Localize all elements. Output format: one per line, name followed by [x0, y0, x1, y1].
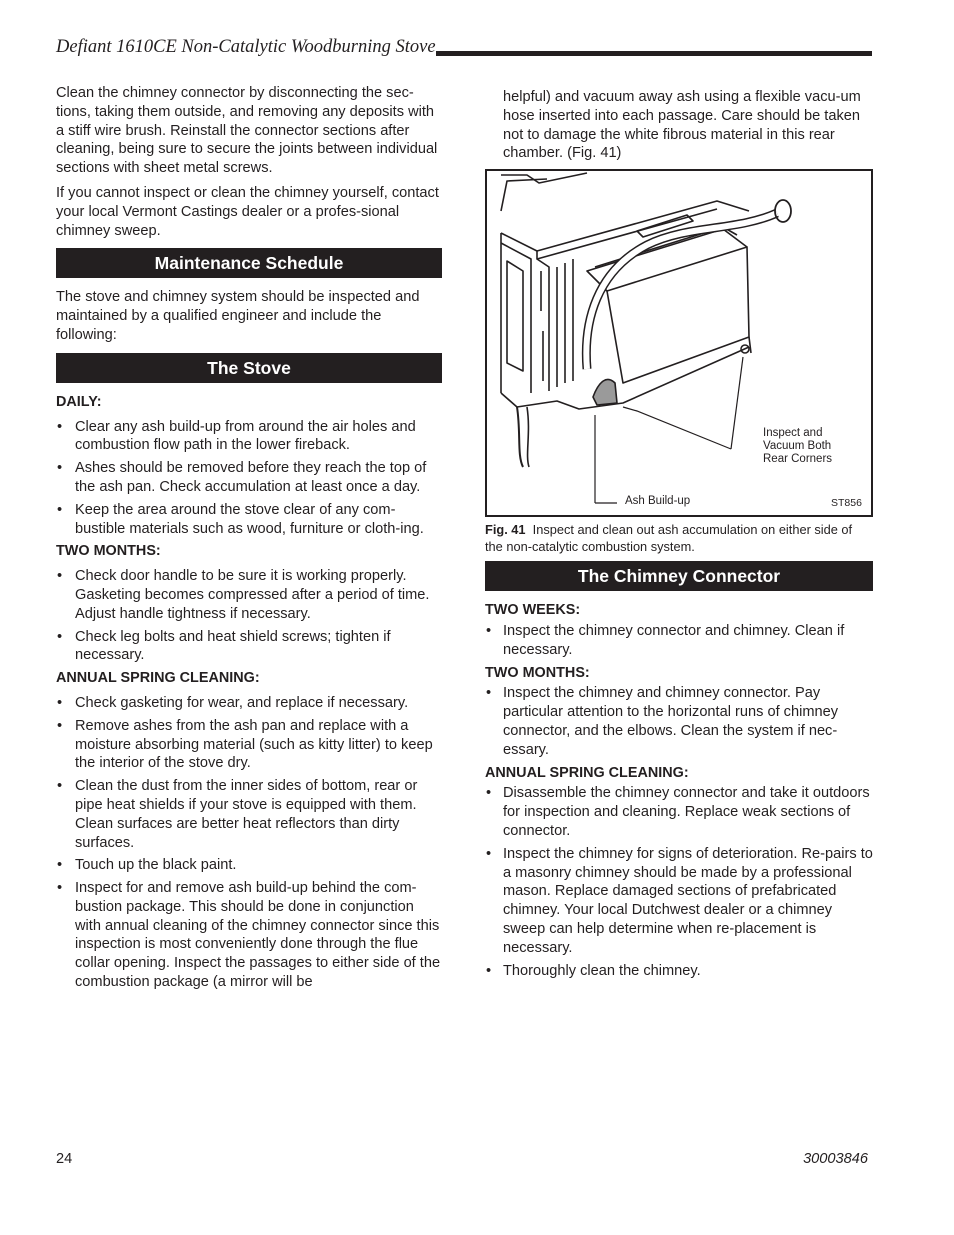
- list-item-text: Remove ashes from the ash pan and replace with a moisture absorbing material (such as kitty litter) to keep the interior of the stove dry.: [75, 717, 433, 772]
- intro-paragraph-2: If you cannot inspect or clean the chimney yourself, contact your local Vermont Castings dealer or a profes-sional chimney sweep.: [56, 184, 439, 239]
- list-item: [56, 567, 442, 623]
- annual-cleaning-label: ANNUAL SPRING CLEANING:: [56, 670, 260, 687]
- figure-number: Fig. 41: [485, 522, 526, 538]
- bullet: •: [57, 568, 63, 585]
- header-title: Defiant 1610CE Non-Catalytic Woodburning Stove: [56, 37, 436, 57]
- header-rule: [436, 51, 872, 56]
- bullet: •: [57, 694, 63, 711]
- right-column: [485, 88, 873, 984]
- maintenance-text: The stove and chimney system should be inspected and maintained by a qualified engineer and include the following:: [56, 289, 420, 343]
- list-item-text: Thoroughly clean the chimney.: [503, 962, 701, 979]
- document-number: 30003846: [803, 1151, 868, 1167]
- list-item: [56, 694, 442, 713]
- two-months-label: TWO MONTHS:: [56, 543, 161, 560]
- annual-cleaning-label: ANNUAL SPRING CLEANING:: [485, 764, 689, 781]
- the-stove-heading: The Stove: [56, 353, 442, 383]
- list-item-text: Check gasketing for wear, and replace if necessary.: [75, 694, 409, 711]
- bullet: •: [486, 685, 492, 702]
- caption-text: Inspect and clean out ash accumulation on either side of the non-catalytic combustion system.: [485, 522, 853, 555]
- daily-list: [56, 418, 442, 539]
- list-item: [485, 622, 873, 660]
- bullet: •: [57, 460, 63, 477]
- bullet: •: [57, 778, 63, 795]
- list-item-text: Check leg bolts and heat shield screws; tighten if necessary.: [75, 628, 391, 664]
- list-item: [56, 879, 442, 992]
- list-item: [56, 501, 442, 539]
- two-weeks-list: [485, 622, 873, 660]
- two-months-list: [56, 567, 442, 665]
- figure-caption: [485, 521, 873, 555]
- list-item-text: Ashes should be removed before they reach the top of the ash pan. Check accumulation at least once a day.: [75, 460, 427, 495]
- page-number: 24: [56, 1151, 73, 1167]
- bullet: •: [486, 785, 492, 802]
- bullet: •: [57, 880, 63, 897]
- bullet: •: [486, 962, 492, 979]
- list-item-text: Touch up the black paint.: [75, 857, 237, 874]
- bullet: •: [57, 628, 63, 645]
- list-item: [56, 777, 442, 852]
- left-column: [56, 84, 442, 996]
- ash-buildup-label: Ash Build-up: [625, 495, 691, 508]
- list-item-text: Inspect the chimney connector and chimney. Clean if necessary.: [503, 622, 845, 658]
- list-item: [485, 962, 873, 981]
- list-item: [485, 845, 873, 958]
- list-item: [485, 684, 873, 759]
- list-item-text: Inspect the chimney for signs of deterioration. Re-pairs to a masonry chimney should be made by a professional mason. Replace damaged sections of prefabricated chimney. Your local Dutchwest dealer or a chimney sweep can help determine when re-placement is necessary.: [503, 845, 873, 956]
- bullet: •: [57, 501, 63, 518]
- list-item-text: Clean the dust from the inner sides of bottom, rear or pipe heat shields if your stove is equipped with them. Clean surfaces are better heat reflectors than dirty surfaces.: [75, 778, 418, 851]
- list-item: [56, 717, 442, 773]
- list-item-text: Check door handle to be sure it is working properly. Gasketing becomes compressed after a period of time. Adjust handle tightness if necessary.: [75, 568, 430, 622]
- intro-paragraph-1: Clean the chimney connector by disconnecting the sec-tions, taking them outside, and removing any deposits with a stiff wire brush. Reinstall the connector sections after cleaning, being sure to secure the joints between individual sections with sheet metal screws.: [56, 85, 438, 177]
- list-item: [56, 628, 442, 666]
- list-item-text: Inspect the chimney and chimney connector. Pay particular attention to the horizontal runs of chimney connector, and the elbows. Clean the system if nec-essary.: [503, 685, 839, 758]
- list-item-text: Disassemble the chimney connector and take it outdoors for inspection and cleaning. Replace weak sections of connector.: [503, 785, 870, 839]
- list-item: [56, 418, 442, 456]
- bullet: •: [57, 717, 63, 734]
- chimney-connector-heading: The Chimney Connector: [485, 561, 873, 591]
- two-months-list: [485, 684, 873, 759]
- annual-cleaning-list: [485, 784, 873, 980]
- list-item-text: Clear any ash build-up from around the air holes and combustion flow path in the lower fireback.: [75, 418, 416, 454]
- list-item: [485, 784, 873, 840]
- bullet: •: [486, 622, 492, 639]
- maintenance-schedule-heading: Maintenance Schedule: [56, 248, 442, 278]
- bullet: •: [57, 418, 63, 435]
- annual-cleaning-list: [56, 694, 442, 992]
- bullet: •: [486, 845, 492, 862]
- list-item: [56, 856, 442, 875]
- figure-code: ST856: [831, 497, 862, 510]
- inspect-corners-label: Inspect and Vacuum Both Rear Corners: [763, 427, 833, 466]
- list-item: [56, 459, 442, 497]
- bullet: •: [57, 857, 63, 874]
- list-item-text: Inspect for and remove ash build-up behind the com-bustion package. This should be done in conjunction with annual cleaning of the chimney connector since this inspection is most conveniently done through the flue collar opening. Inspect the passages to either side of the combustion package (a mirror will be: [75, 880, 441, 991]
- list-item-text: Keep the area around the stove clear of any com-bustible materials such as wood, furniture or cloth-ing.: [75, 501, 424, 537]
- figure-41: [485, 169, 873, 517]
- two-weeks-label: TWO WEEKS:: [485, 602, 581, 619]
- daily-label: DAILY:: [56, 393, 102, 410]
- two-months-label: TWO MONTHS:: [485, 664, 590, 681]
- continued-paragraph: helpful) and vacuum away ash using a flexible vacu-um hose inserted into each passage. Care should be taken not to damage the white fibrous material in this rear chamber. (Fig. 41): [503, 89, 861, 162]
